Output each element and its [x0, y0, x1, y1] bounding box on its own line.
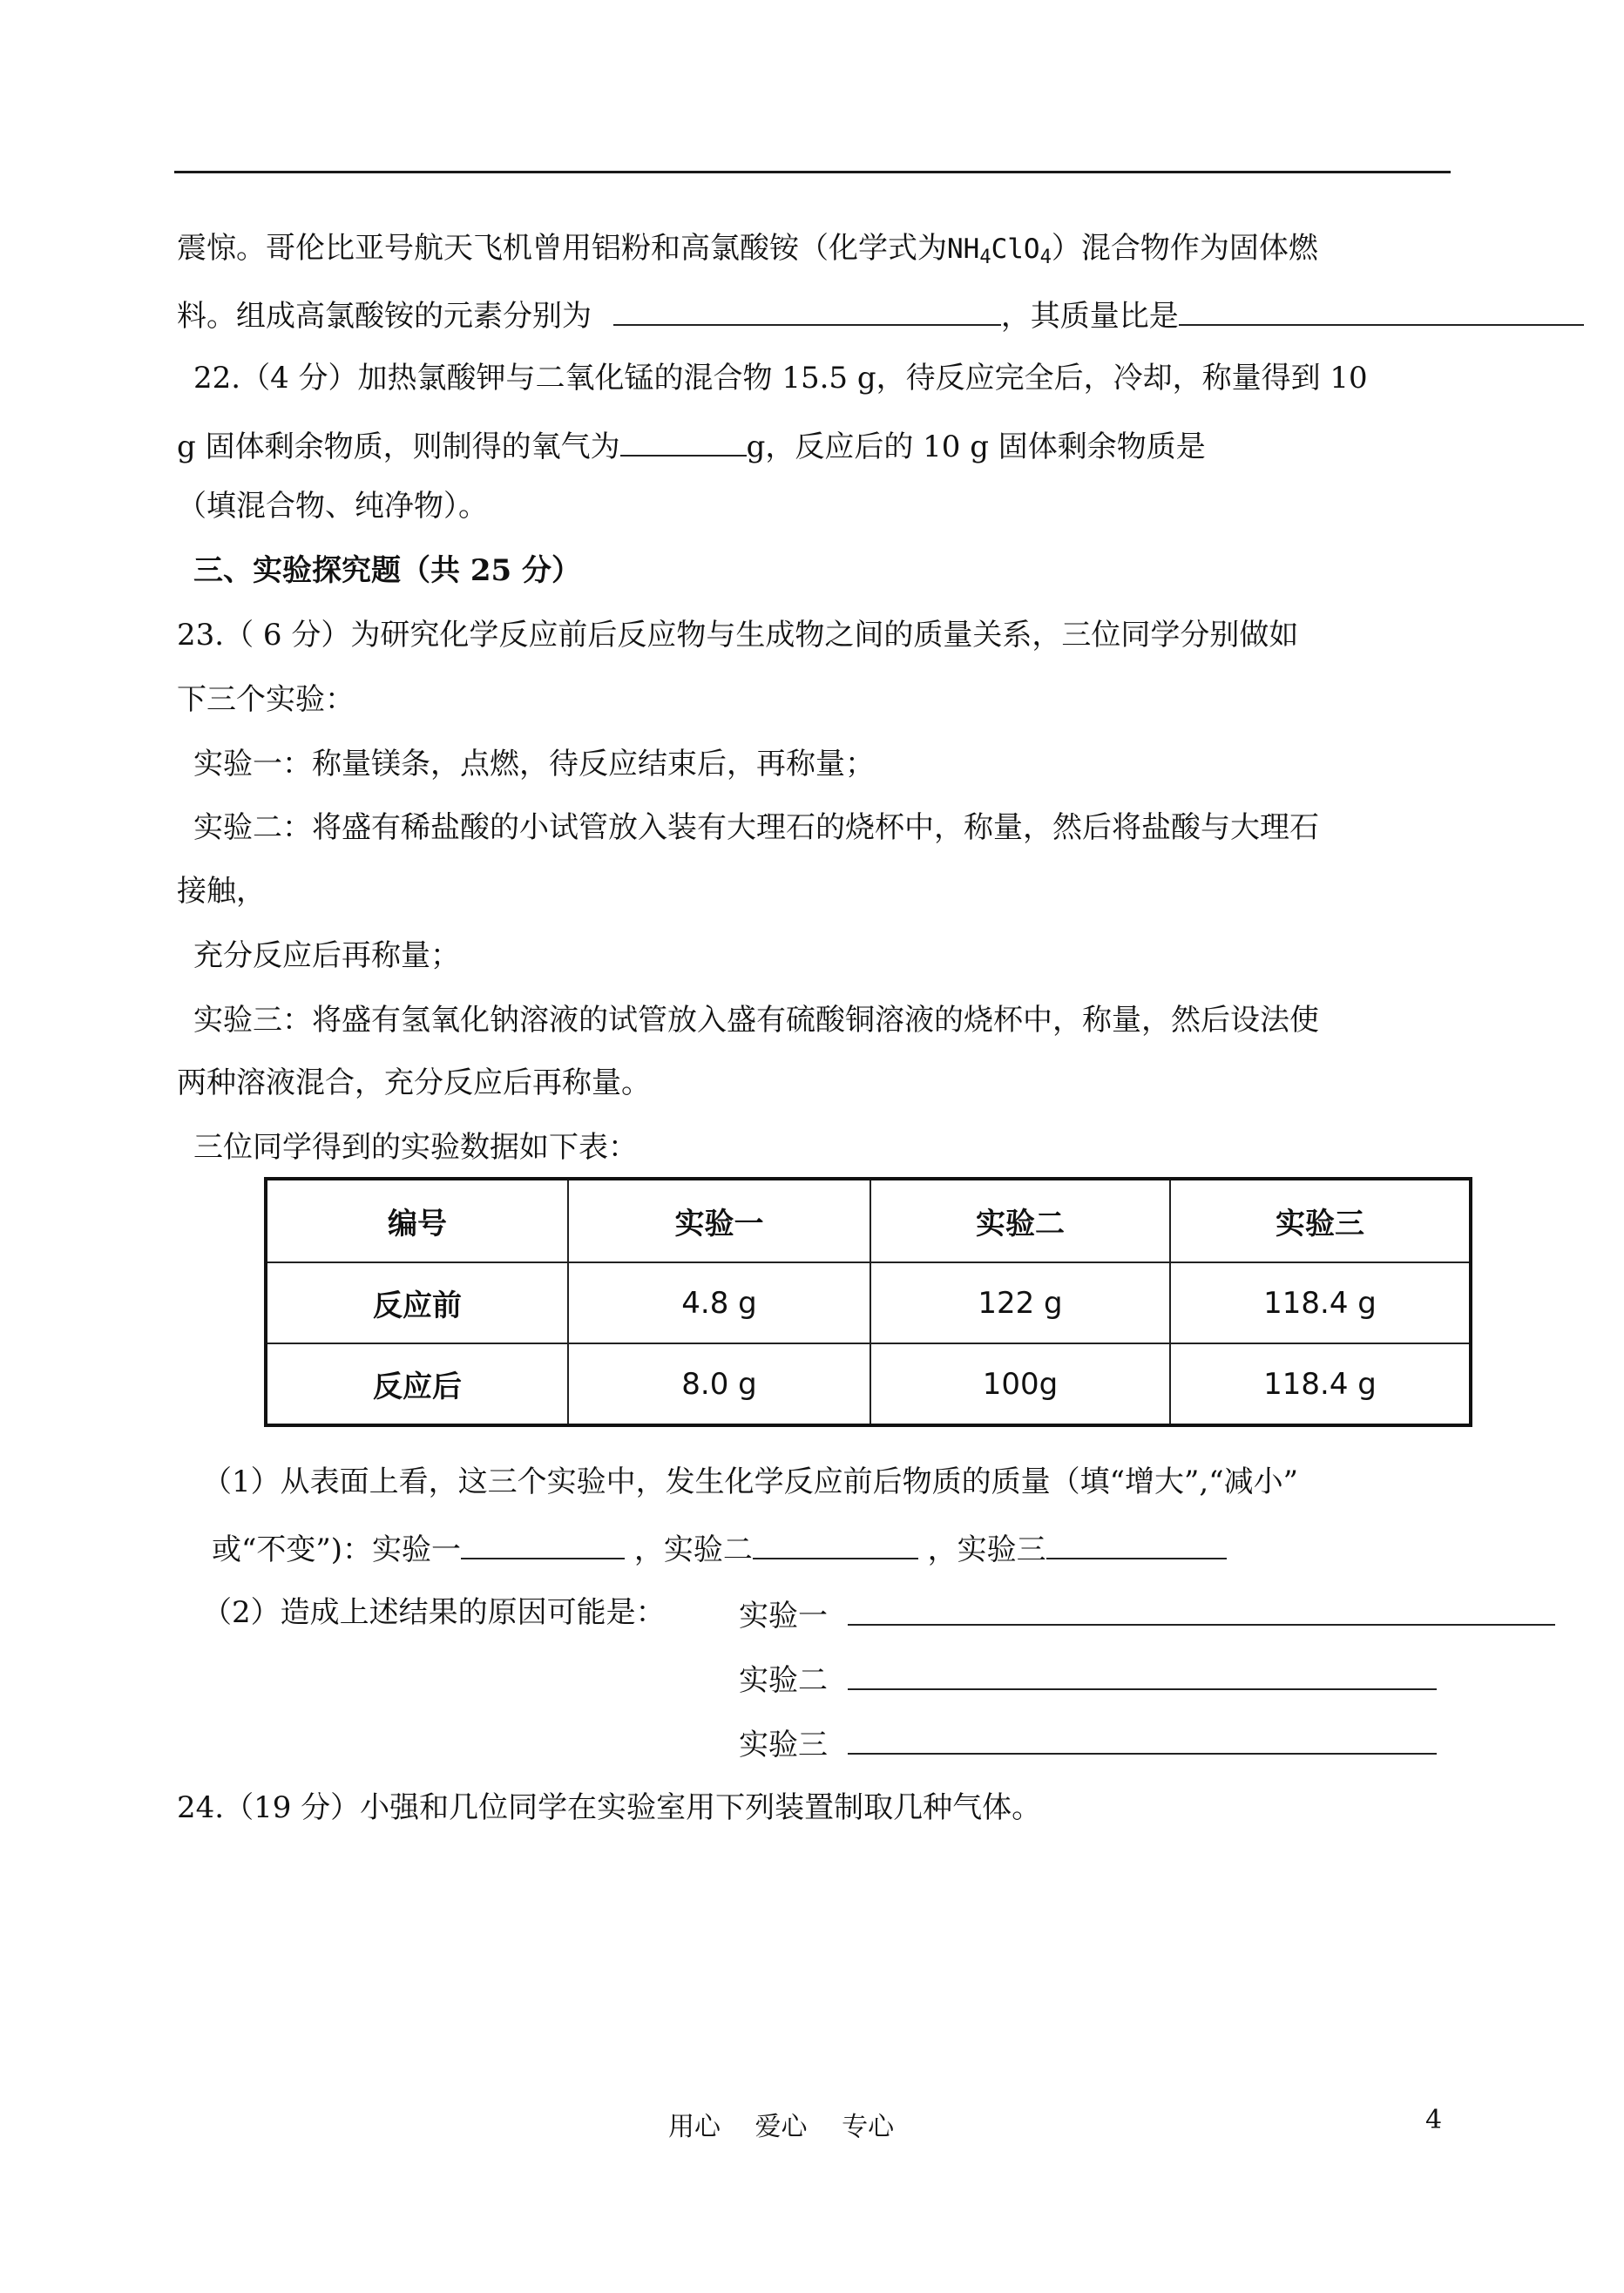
table-intro: 三位同学得到的实验数据如下表： — [193, 1130, 638, 1165]
table-cell: 4.8 g — [568, 1262, 870, 1343]
q21-line1-tail: ）混合物作为固体燃 — [1051, 231, 1318, 266]
table-cell: 118.4 g — [1170, 1343, 1471, 1425]
table-header-cell: 编号 — [266, 1179, 568, 1262]
chemical-formula: $NH_4ClO_4$ — [947, 233, 1052, 268]
reason-row-3: 实验三 — [739, 1727, 1437, 1760]
q22-line1: 22.（4 分）加热氯酸钾与二氧化锰的混合物 15.5 g，待反应完全后，冷却，称量得到 10 — [193, 361, 1368, 396]
experiment-1-text: 实验一：称量镁条，点燃，待反应结束后，再称量； — [193, 747, 875, 781]
table-cell: 8.0 g — [568, 1343, 870, 1425]
q22-line2: g 固体剩余物质，则制得的氧气为 g，反应后的 10 g 固体剩余物质是 — [177, 430, 1206, 464]
table-cell: 100g — [870, 1343, 1170, 1425]
q21-line1-text: 震惊。哥伦比亚号航天飞机曾用铝粉和高氯酸铵（化学式为 — [177, 231, 947, 266]
reason-row-2: 实验二 — [739, 1662, 1437, 1695]
answer-blank-reason-1[interactable] — [848, 1598, 1555, 1626]
answer-blank-mass-ratio[interactable] — [1179, 298, 1584, 326]
table-header-cell: 实验二 — [870, 1179, 1170, 1262]
answer-blank-reason-3[interactable] — [848, 1727, 1437, 1755]
q23-line2: 下三个实验： — [177, 682, 355, 717]
experiment-2-text: 实验二：将盛有稀盐酸的小试管放入装有大理石的烧杯中，称量，然后将盐酸与大理石 — [193, 810, 1319, 845]
experiment-2-text-cont: 接触， — [177, 874, 266, 909]
answer-blank-oxygen-mass[interactable] — [620, 429, 747, 457]
table-cell: 118.4 g — [1170, 1262, 1471, 1343]
footer-motto: 用心 爱心 专心 — [668, 2112, 895, 2142]
table-header-cell: 实验一 — [568, 1179, 870, 1262]
q23-line1: 23.（ 6 分）为研究化学反应前后反应物与生成物之间的质量关系，三位同学分别做如 — [177, 618, 1299, 653]
answer-blank-exp1[interactable] — [461, 1532, 625, 1559]
q23-sub2-label: （2）造成上述结果的原因可能是： — [202, 1595, 666, 1630]
table-cell: 122 g — [870, 1262, 1170, 1343]
experiment-data-table — [264, 1177, 1472, 1427]
table-row-label: 反应前 — [266, 1262, 568, 1343]
reason-row-1: 实验一 — [739, 1598, 1555, 1631]
answer-blank-reason-2[interactable] — [848, 1662, 1437, 1690]
answer-blank-elements[interactable] — [613, 298, 1001, 326]
q23-sub1-line1: （1）从表面上看，这三个实验中，发生化学反应前后物质的质量（填“增大”,“减小” — [202, 1464, 1298, 1499]
table-header-row — [266, 1179, 1471, 1262]
experiment-3-text-cont: 两种溶液混合，充分反应后再称量。 — [177, 1065, 651, 1100]
answer-blank-exp2[interactable] — [753, 1532, 918, 1559]
page-number: 4 — [1425, 2105, 1443, 2135]
answer-blank-exp3[interactable] — [1046, 1532, 1227, 1559]
experiment-2-text-cont2: 充分反应后再称量； — [193, 938, 460, 973]
q22-line3: （填混合物、纯净物）。 — [177, 489, 488, 524]
table-row — [266, 1262, 1471, 1343]
table-row — [266, 1343, 1471, 1425]
q21-line2: 料。组成高氯酸铵的元素分别为 ，其质量比是 — [177, 298, 1584, 331]
q24-line1: 24.（19 分）小强和几位同学在实验室用下列装置制取几种气体。 — [177, 1790, 1042, 1825]
header-rule — [174, 171, 1451, 173]
q21-line1 — [177, 231, 1318, 268]
experiment-3-text: 实验三：将盛有氢氧化钠溶液的试管放入盛有硫酸铜溶液的烧杯中，称量，然后设法使 — [193, 1003, 1319, 1038]
table-row-label: 反应后 — [266, 1343, 568, 1425]
section-title: 三、实验探究题（共 25 分） — [193, 553, 581, 588]
q23-sub1-line2: 或“不变”)：实验一 ，实验二 ，实验三 — [212, 1532, 1227, 1565]
table-header-cell: 实验三 — [1170, 1179, 1471, 1262]
